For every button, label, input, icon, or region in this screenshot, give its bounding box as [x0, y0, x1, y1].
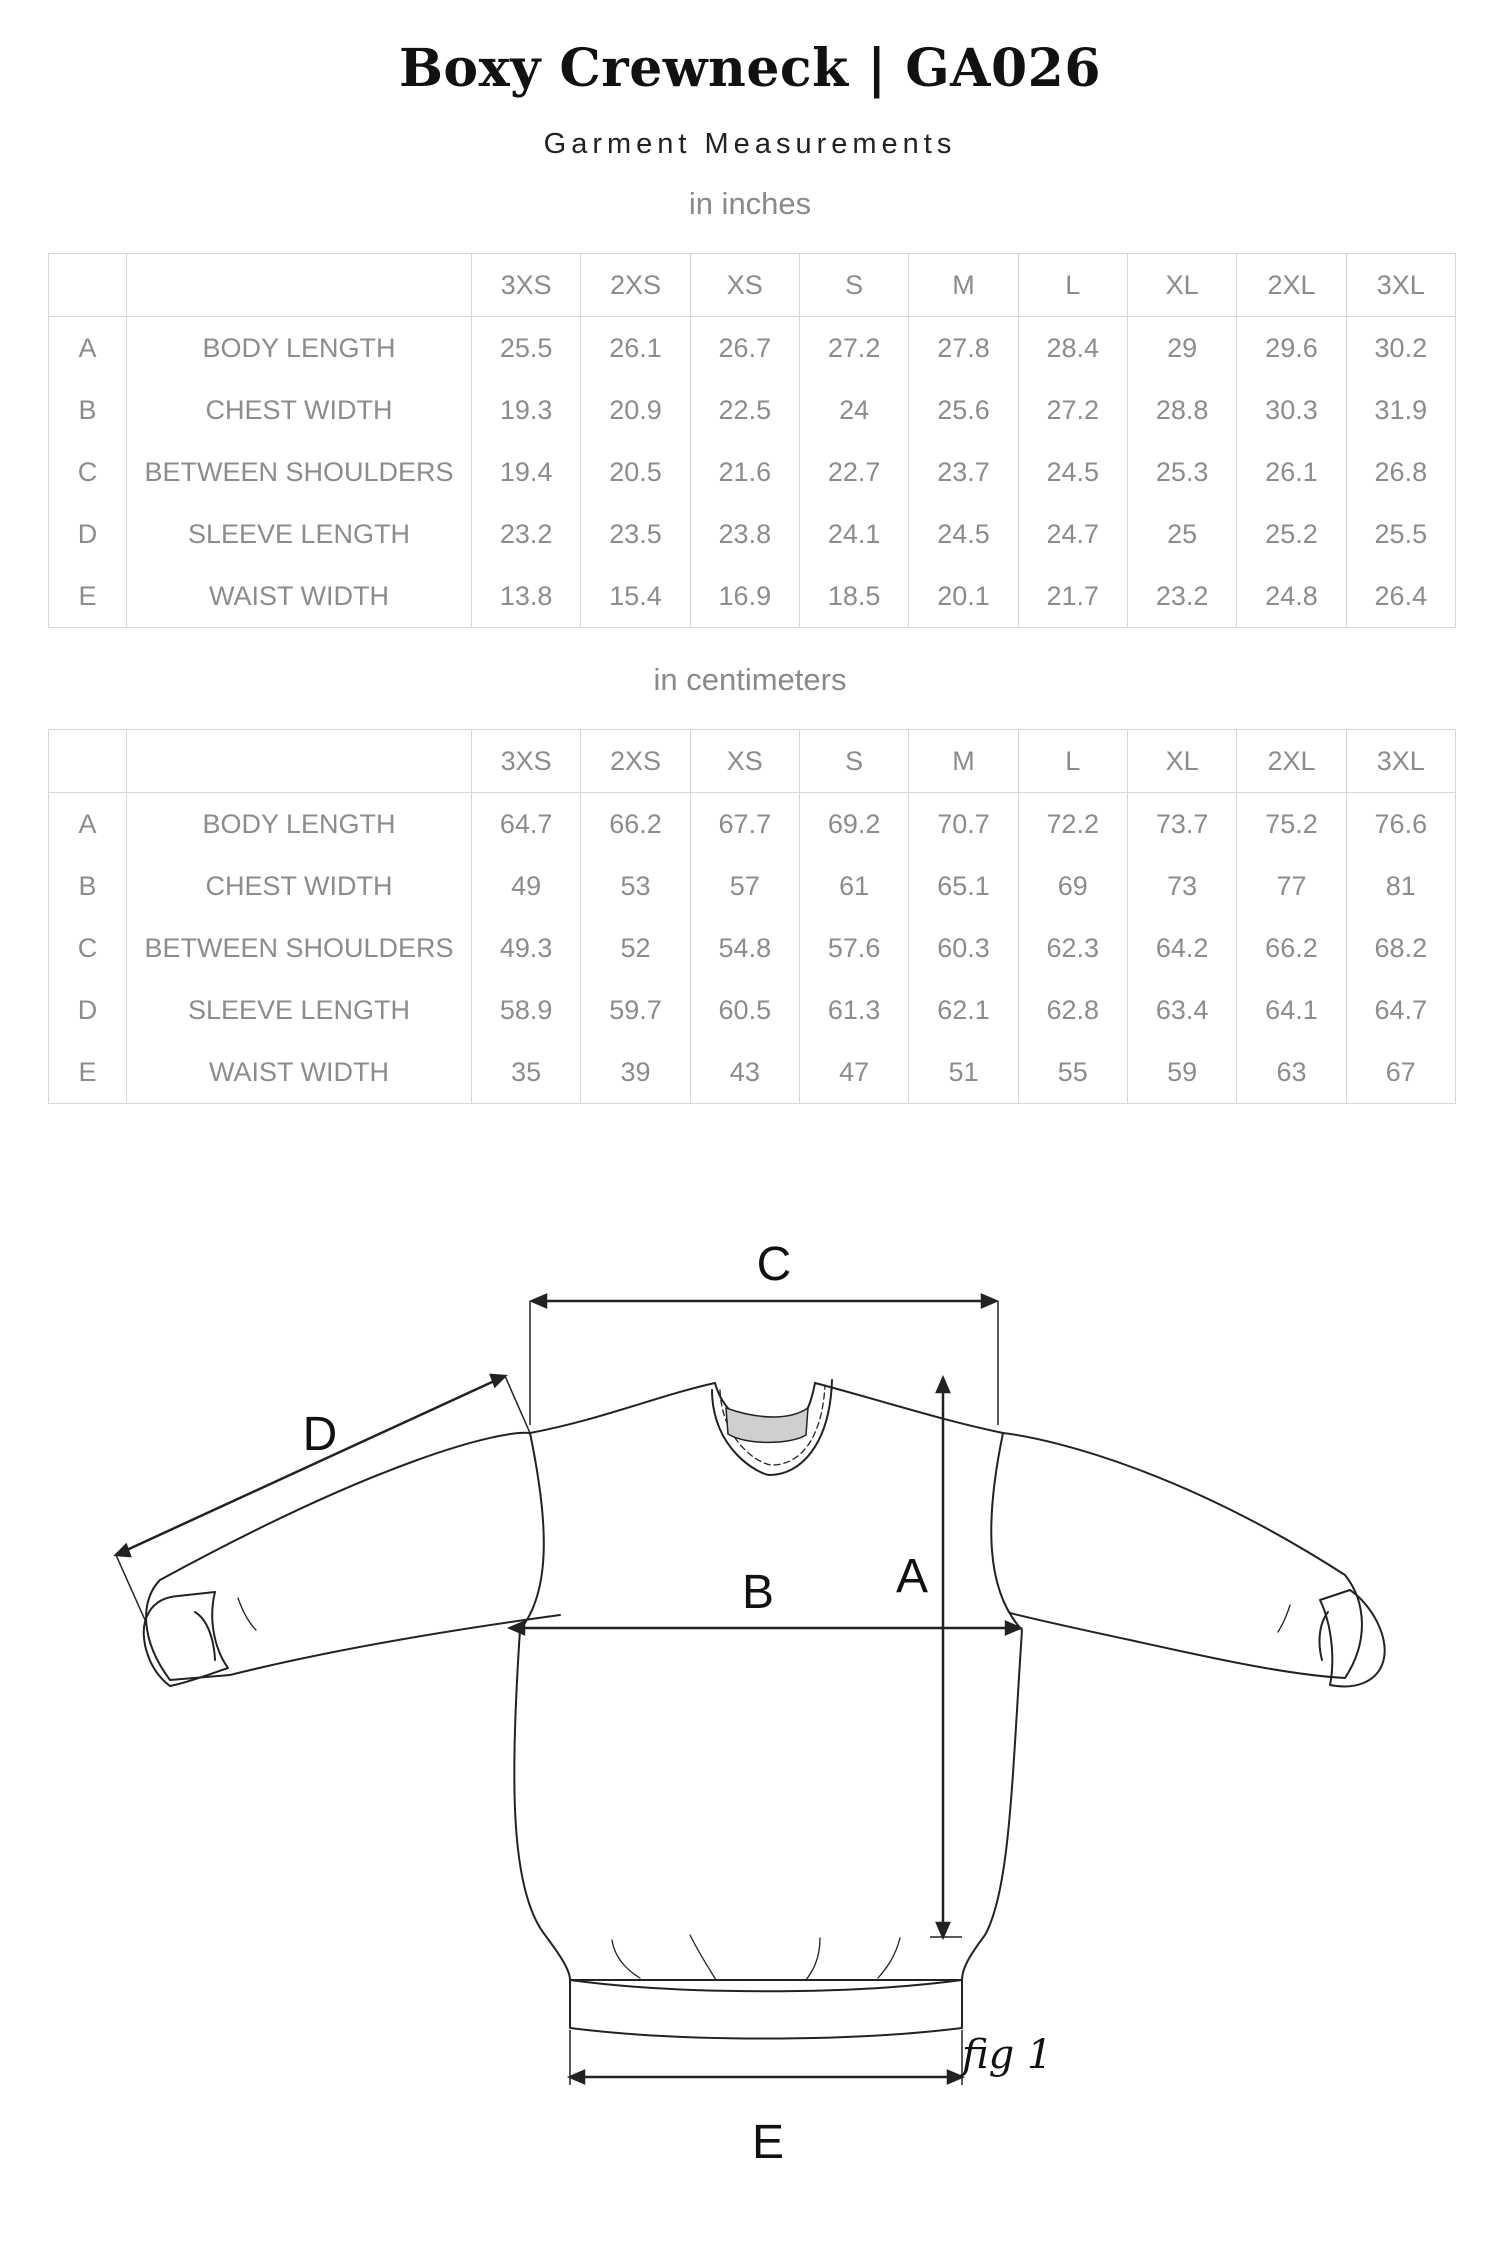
size-header-m: M	[909, 254, 1018, 317]
measurement-value: 24.7	[1018, 503, 1127, 565]
table-row	[49, 441, 1456, 503]
measurement-value: 26.1	[1237, 441, 1346, 503]
left-sleeve-outline	[146, 1433, 560, 1680]
measurement-name: SLEEVE LENGTH	[127, 979, 472, 1041]
measurement-value: 39	[581, 1041, 690, 1104]
measure-line-d	[118, 1377, 503, 1554]
measurement-value: 81	[1346, 855, 1455, 917]
measurement-value: 49	[472, 855, 581, 917]
size-header-3xl: 3XL	[1346, 730, 1455, 793]
measurement-value: 24.8	[1237, 565, 1346, 628]
measurement-value: 27.2	[799, 317, 908, 380]
empty-header-cell	[127, 254, 472, 317]
measurement-value: 69	[1018, 855, 1127, 917]
measurement-value: 66.2	[581, 793, 690, 856]
measurement-value: 21.7	[1018, 565, 1127, 628]
measurement-value: 52	[581, 917, 690, 979]
measurement-value: 73	[1127, 855, 1236, 917]
unit-label-inches: in inches	[688, 186, 812, 221]
measurement-value: 65.1	[909, 855, 1018, 917]
measurement-value: 23.5	[581, 503, 690, 565]
measurement-value: 61	[799, 855, 908, 917]
size-header-2xl: 2XL	[1237, 730, 1346, 793]
measurement-value: 25.5	[472, 317, 581, 380]
table-row	[49, 793, 1456, 856]
table-row	[49, 503, 1456, 565]
table-row	[49, 1041, 1456, 1104]
measurement-code: A	[49, 317, 127, 380]
label-e: E	[751, 2116, 785, 2169]
measurement-value: 18.5	[799, 565, 908, 628]
size-header-3xl: 3XL	[1346, 254, 1455, 317]
table-row	[49, 317, 1456, 380]
label-d: D	[302, 1408, 338, 1461]
measurement-value: 72.2	[1018, 793, 1127, 856]
measurement-value: 77	[1237, 855, 1346, 917]
measurement-value: 43	[690, 1041, 799, 1104]
size-header-s: S	[799, 730, 908, 793]
measurement-value: 62.8	[1018, 979, 1127, 1041]
measurement-value: 13.8	[472, 565, 581, 628]
left-cuff-outline	[144, 1592, 228, 1686]
size-header-row	[49, 254, 1456, 317]
size-header-2xl: 2XL	[1237, 254, 1346, 317]
measurement-value: 22.7	[799, 441, 908, 503]
measurements-table-inches	[48, 253, 1456, 628]
measurement-value: 64.2	[1127, 917, 1236, 979]
measurement-value: 23.2	[472, 503, 581, 565]
page-subtitle: Garment Measurements	[543, 128, 957, 160]
size-header-row	[49, 730, 1456, 793]
measurement-name: BETWEEN SHOULDERS	[127, 441, 472, 503]
measurement-value: 58.9	[472, 979, 581, 1041]
measurement-value: 30.3	[1237, 379, 1346, 441]
measurement-value: 63.4	[1127, 979, 1236, 1041]
measurement-value: 31.9	[1346, 379, 1455, 441]
size-header-xs: XS	[690, 730, 799, 793]
measurement-value: 21.6	[690, 441, 799, 503]
measurement-name: CHEST WIDTH	[127, 855, 472, 917]
measurement-value: 75.2	[1237, 793, 1346, 856]
measurement-value: 19.3	[472, 379, 581, 441]
size-header-3xs: 3XS	[472, 730, 581, 793]
measurement-value: 49.3	[472, 917, 581, 979]
measurement-code: C	[49, 917, 127, 979]
measurement-name: WAIST WIDTH	[127, 565, 472, 628]
label-b: B	[741, 1566, 775, 1619]
measurement-value: 26.8	[1346, 441, 1455, 503]
right-cuff-outline	[1320, 1590, 1385, 1686]
measurement-code: E	[49, 1041, 127, 1104]
measurement-value: 51	[909, 1041, 1018, 1104]
measurement-value: 76.6	[1346, 793, 1455, 856]
measurement-value: 53	[581, 855, 690, 917]
measurement-value: 64.7	[1346, 979, 1455, 1041]
size-header-2xs: 2XS	[581, 730, 690, 793]
measurement-name: BODY LENGTH	[127, 793, 472, 856]
table-row	[49, 979, 1456, 1041]
measurement-code: D	[49, 503, 127, 565]
measurement-value: 23.8	[690, 503, 799, 565]
measurement-value: 69.2	[799, 793, 908, 856]
measurement-value: 54.8	[690, 917, 799, 979]
measurement-value: 20.1	[909, 565, 1018, 628]
measurement-value: 47	[799, 1041, 908, 1104]
measurement-value: 23.2	[1127, 565, 1236, 628]
measurement-value: 29	[1127, 317, 1236, 380]
measurement-name: WAIST WIDTH	[127, 1041, 472, 1104]
size-header-l: L	[1018, 254, 1127, 317]
measurement-value: 24	[799, 379, 908, 441]
unit-label-centimeters: in centimeters	[653, 662, 847, 697]
measurement-value: 27.2	[1018, 379, 1127, 441]
size-header-m: M	[909, 730, 1018, 793]
measurement-value: 28.8	[1127, 379, 1236, 441]
measurement-value: 24.1	[799, 503, 908, 565]
size-header-xl: XL	[1127, 730, 1236, 793]
measurement-value: 63	[1237, 1041, 1346, 1104]
measurement-value: 25.5	[1346, 503, 1455, 565]
empty-header-cell	[49, 730, 127, 793]
measurement-value: 24.5	[1018, 441, 1127, 503]
measurement-value: 28.4	[1018, 317, 1127, 380]
measurement-value: 20.9	[581, 379, 690, 441]
measurement-value: 29.6	[1237, 317, 1346, 380]
measurement-value: 62.3	[1018, 917, 1127, 979]
empty-header-cell	[127, 730, 472, 793]
table-row	[49, 379, 1456, 441]
empty-header-cell	[49, 254, 127, 317]
measurement-value: 57.6	[799, 917, 908, 979]
label-c: C	[756, 1238, 792, 1291]
measurement-value: 60.3	[909, 917, 1018, 979]
measurement-value: 26.4	[1346, 565, 1455, 628]
size-header-l: L	[1018, 730, 1127, 793]
size-header-xl: XL	[1127, 254, 1236, 317]
measurement-value: 25.2	[1237, 503, 1346, 565]
measurement-value: 67	[1346, 1041, 1455, 1104]
measurement-value: 26.7	[690, 317, 799, 380]
measurement-value: 25.6	[909, 379, 1018, 441]
measurement-value: 30.2	[1346, 317, 1455, 380]
measurement-name: SLEEVE LENGTH	[127, 503, 472, 565]
measurement-value: 55	[1018, 1041, 1127, 1104]
measurement-code: D	[49, 979, 127, 1041]
size-header-xs: XS	[690, 254, 799, 317]
measurement-value: 64.1	[1237, 979, 1346, 1041]
hem-band-outline	[570, 1980, 962, 2039]
figure-caption: fig 1	[962, 2032, 1053, 2078]
measurement-value: 64.7	[472, 793, 581, 856]
measurement-value: 59	[1127, 1041, 1236, 1104]
measurement-name: BODY LENGTH	[127, 317, 472, 380]
measurement-value: 67.7	[690, 793, 799, 856]
measurement-value: 59.7	[581, 979, 690, 1041]
measurement-value: 60.5	[690, 979, 799, 1041]
right-sleeve-outline	[1003, 1433, 1362, 1678]
measurement-name: BETWEEN SHOULDERS	[127, 917, 472, 979]
size-header-3xs: 3XS	[472, 254, 581, 317]
measurement-value: 20.5	[581, 441, 690, 503]
sweater-diagram	[0, 1220, 1500, 2169]
measurement-value: 24.5	[909, 503, 1018, 565]
size-header-2xs: 2XS	[581, 254, 690, 317]
measurement-value: 25	[1127, 503, 1236, 565]
measurement-value: 68.2	[1346, 917, 1455, 979]
measurement-value: 27.8	[909, 317, 1018, 380]
measurement-value: 62.1	[909, 979, 1018, 1041]
measurement-value: 35	[472, 1041, 581, 1104]
sweater-body-outline	[514, 1433, 1022, 1980]
measurement-code: B	[49, 379, 127, 441]
measurement-value: 61.3	[799, 979, 908, 1041]
label-a: A	[895, 1550, 929, 1603]
measurements-table-centimeters	[48, 729, 1456, 1104]
table-row	[49, 565, 1456, 628]
measurement-value: 16.9	[690, 565, 799, 628]
measurement-value: 66.2	[1237, 917, 1346, 979]
table-row	[49, 855, 1456, 917]
measurement-value: 26.1	[581, 317, 690, 380]
measurement-code: C	[49, 441, 127, 503]
measurement-value: 57	[690, 855, 799, 917]
measurement-value: 23.7	[909, 441, 1018, 503]
measurement-value: 73.7	[1127, 793, 1236, 856]
table-row	[49, 917, 1456, 979]
measurement-value: 15.4	[581, 565, 690, 628]
measurement-code: A	[49, 793, 127, 856]
measurement-value: 19.4	[472, 441, 581, 503]
measurement-value: 25.3	[1127, 441, 1236, 503]
measurement-code: E	[49, 565, 127, 628]
measurement-code: B	[49, 855, 127, 917]
page-title: Boxy Crewneck | GA026	[398, 38, 1102, 99]
size-header-s: S	[799, 254, 908, 317]
measurement-value: 22.5	[690, 379, 799, 441]
measurement-value: 70.7	[909, 793, 1018, 856]
measurement-name: CHEST WIDTH	[127, 379, 472, 441]
